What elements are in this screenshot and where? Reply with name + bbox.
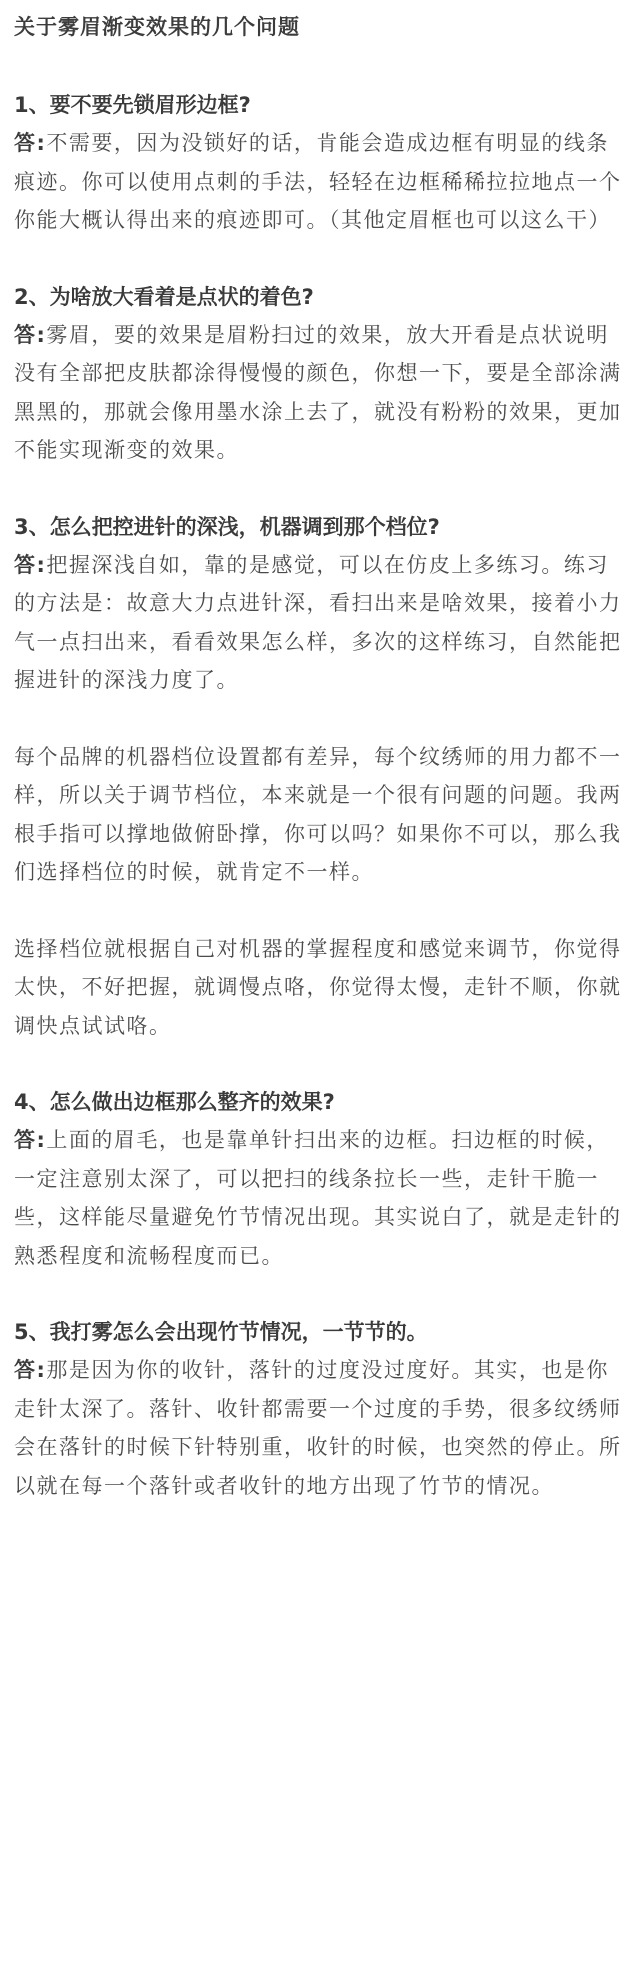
question-4: 4、怎么做出边框那么整齐的效果? — [14, 1090, 335, 1114]
answer-text: 不需要，因为没锁好的话，肯能会造成边框有明显的线条痕迹。你可以使用点刺的手法，轻轻在边框稀稀拉拉地点一个你能大概认得出来的痕迹即可。（其他定眉框也可以这么干） — [14, 131, 622, 232]
paragraph-1: 每个品牌的机器档位设置都有差异，每个纹绣师的用力都不一样，所以关于调节档位，本来就是一个很有问题的问题。我两根手指可以撑地做俯卧撑，你可以吗？如果你不可以，那么我们选择档位的时候，就肯定不一样。 — [14, 744, 622, 884]
paragraph-2: 选择档位就根据自己对机器的掌握程度和感觉来调节，你觉得太快，不好把握，就调慢点咯，你觉得太慢，走针不顺，你就调快点试试咯。 — [14, 936, 622, 1038]
qa-item-4 — [14, 1083, 626, 1275]
answer-text: 那是因为你的收针，落针的过度没过度好。其实，也是你走针太深了。落针、收针都需要一个过度的手势，很多纹绣师会在落针的时候下针特别重，收针的时候，也突然的停止。所以就在每一个落针或者收针的地方出现了竹节的情况。 — [14, 1358, 622, 1498]
answer-label: 答: — [14, 322, 47, 347]
answer-2 — [14, 316, 626, 470]
question-5: 5、我打雾怎么会出现竹节情况，一节节的。 — [14, 1320, 428, 1344]
answer-text: 把握深浅自如，靠的是感觉，可以在仿皮上多练习。练习的方法是：故意大力点进针深，看扫出来是啥效果，接着小力气一点扫出来，看看效果怎么样，多次的这样练习，自然能把握进针的深浅力度了。 — [14, 552, 622, 692]
qa-item-2 — [14, 278, 626, 470]
qa-item-5 — [14, 1313, 626, 1505]
question-2: 2、为啥放大看着是点状的着色? — [14, 284, 314, 309]
answer-label: 答: — [14, 1128, 47, 1152]
answer-label: 答: — [14, 131, 47, 155]
answer-label: 答: — [14, 1358, 47, 1382]
answer-3 — [14, 546, 626, 700]
answer-text: 上面的眉毛，也是靠单针扫出来的边框。扫边框的时候，一定注意别太深了，可以把扫的线条拉长一些，走针干脆一些，这样能尽量避免竹节情况出现。其实说白了，就是走针的熟悉程度和流畅程度而已。 — [14, 1128, 622, 1268]
answer-text: 雾眉，要的效果是眉粉扫过的效果，放大开看是点状说明没有全部把皮肤都涂得慢慢的颜色，你想一下，要是全部涂满黑黑的，那就会像用墨水涂上去了，就没有粉粉的效果，更加不能实现渐变的效果。 — [14, 322, 622, 462]
answer-4 — [14, 1121, 626, 1275]
qa-item-3 — [14, 508, 626, 700]
qa-item-1 — [14, 86, 626, 240]
answer-1 — [14, 124, 626, 240]
answer-5 — [14, 1351, 626, 1505]
question-1: 1、要不要先锁眉形边框? — [14, 93, 251, 117]
question-3: 3、怎么把控进针的深浅，机器调到那个档位? — [14, 514, 440, 539]
article-title: 关于雾眉渐变效果的几个问题 — [14, 15, 300, 39]
answer-label: 答: — [14, 552, 47, 577]
